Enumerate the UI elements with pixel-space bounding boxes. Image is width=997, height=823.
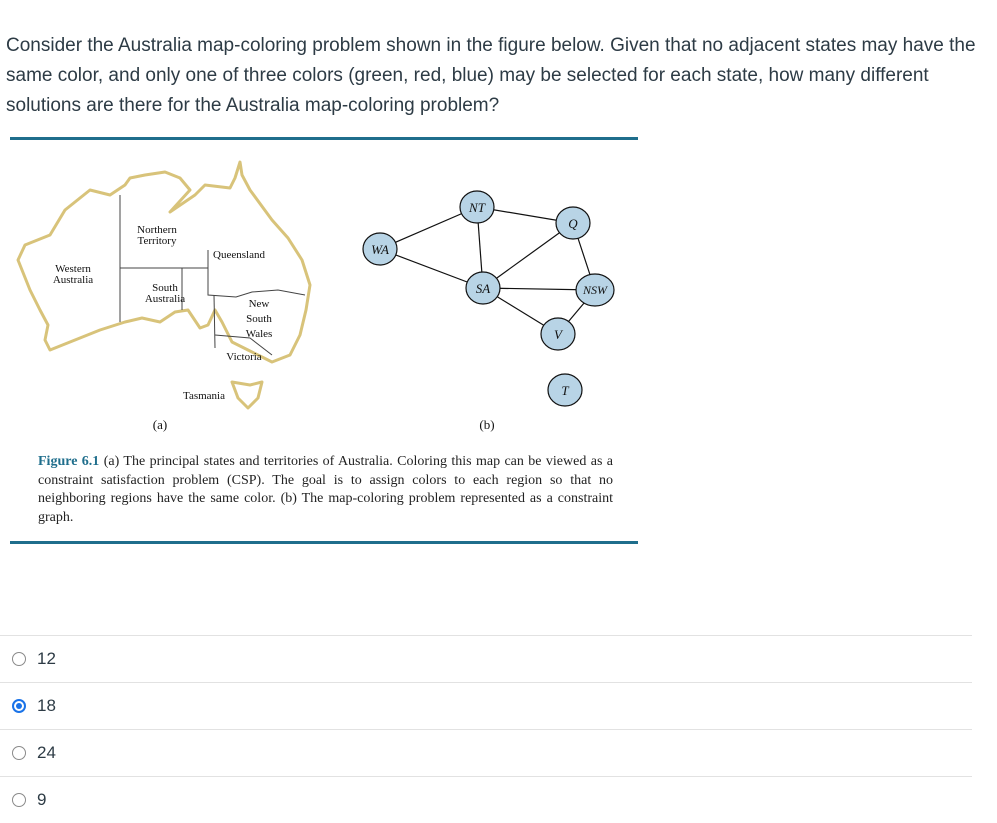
figure-caption — [38, 453, 613, 527]
answer-label: 24 — [37, 743, 56, 762]
figure-bottom-rule — [10, 541, 638, 544]
question-text: Consider the Australia map-coloring problem shown in the figure below. Given that no adjacent states may have the same color, and only one of three colors (green, red, blue) may be selected for each state, how many different solutions are there for the Australia map-coloring problem? — [6, 35, 976, 116]
label-victoria: Victoria — [226, 351, 262, 363]
label-northern-territory: Northern Territory — [137, 224, 177, 247]
figure-caption-text: (a) The principal states and territories of Australia. Coloring this map can be viewed as a constraint satisfaction problem (CSP). The goal is to assign colors to each region so that no neighboring regions have the same color. (b) The map-coloring problem represented as a constraint graph. — [38, 454, 614, 525]
answer-option-1[interactable] — [0, 635, 972, 682]
figure-top-rule — [10, 137, 638, 140]
node-sa-label: SA — [475, 281, 491, 296]
radio-button-selected[interactable] — [12, 699, 26, 713]
answer-option-3[interactable] — [0, 729, 972, 776]
map-labels — [53, 224, 272, 402]
radio-button[interactable] — [12, 652, 26, 666]
answer-label: 18 — [37, 696, 56, 715]
node-v-label: V — [554, 327, 562, 342]
answer-label: 9 — [37, 790, 47, 809]
subfigure-b-label: (b) — [479, 417, 495, 432]
answer-option-2[interactable] — [0, 682, 972, 729]
answer-option-4[interactable] — [0, 776, 972, 823]
label-western-australia: Western Australia — [52, 263, 94, 286]
answer-label: 12 — [37, 649, 56, 668]
radio-button[interactable] — [12, 746, 26, 760]
node-wa-label: WA — [371, 242, 389, 257]
answer-options — [0, 635, 972, 823]
label-south-australia: South Australia — [144, 282, 186, 305]
label-tasmania: Tasmania — [183, 390, 225, 402]
node-t-label: T — [561, 383, 569, 398]
tasmania-outline-path — [232, 382, 262, 408]
subfigure-a-label: (a) — [152, 417, 168, 432]
radio-button[interactable] — [12, 793, 26, 807]
node-nsw-label: NSW — [583, 283, 607, 297]
node-q-label: Q — [568, 216, 578, 231]
figure-caption-label: Figure 6.1 — [38, 454, 100, 469]
label-queensland: Queensland — [213, 249, 265, 261]
node-nt-label: NT — [469, 200, 485, 215]
label-new-south-wales: New South Wales — [245, 298, 273, 340]
state-borders — [120, 195, 305, 355]
